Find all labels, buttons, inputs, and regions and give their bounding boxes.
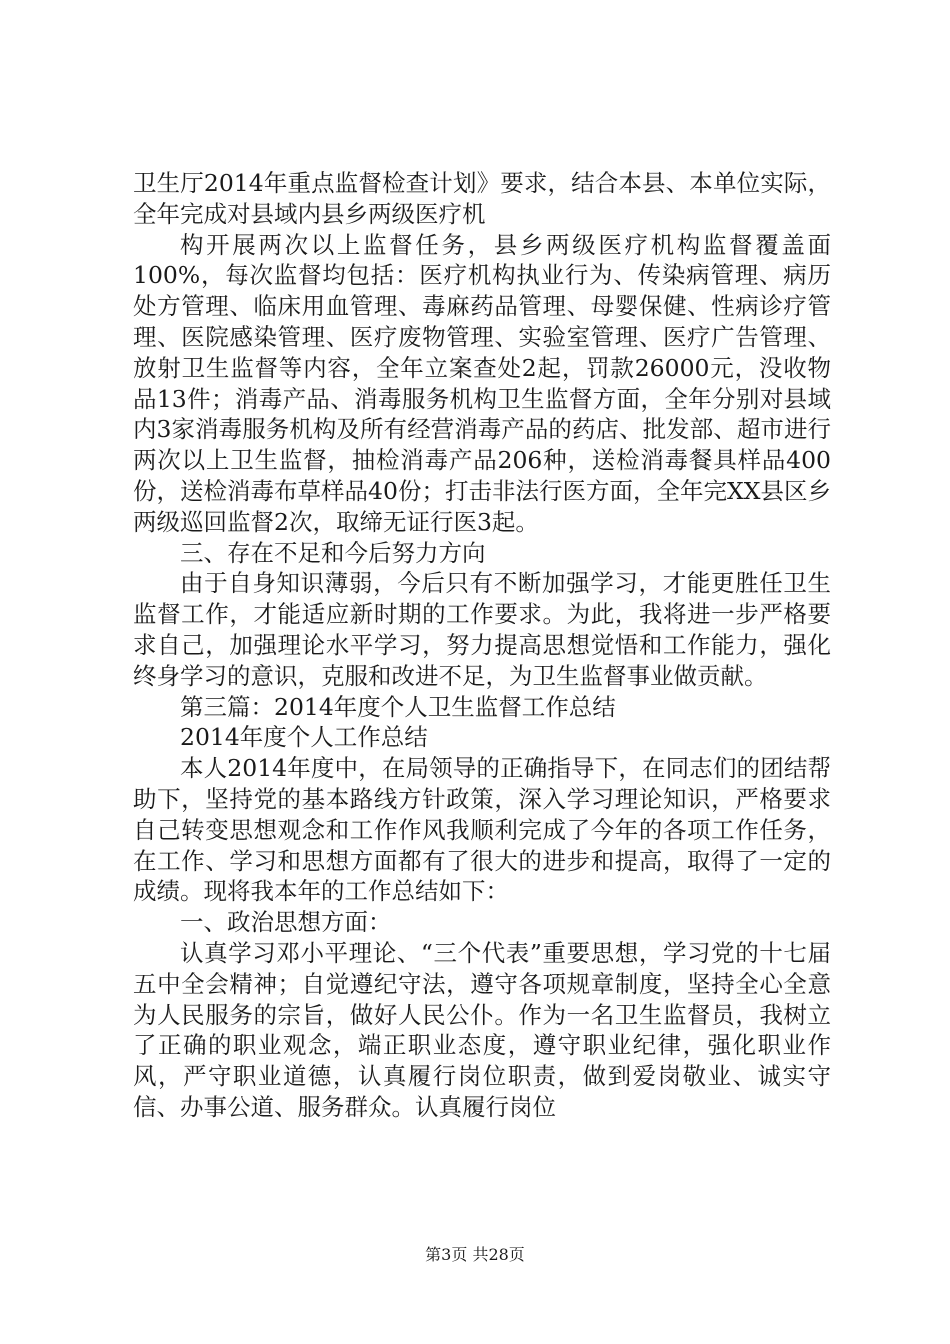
paragraph-political: 认真学习邓小平理论、“三个代表”重要思想，学习党的十七届五中全会精神；自觉遵纪守法，遵守各项规章制度，坚持全心全意为人民服务的宗旨，做好人民公仆。作为一名卫生监督员，我树立了正确的职业观念，端正职业态度，遵守职业纪律，强化职业作风，严守职业道德，认真履行岗位职责，做到爱岗敬业、诚实守信、办事公道、服务群众。认真履行岗位 (133, 938, 831, 1121)
page-number-footer: 第3页 共28页 (425, 1245, 525, 1264)
paragraph-supervision-results: 构开展两次以上监督任务，县乡两级医疗机构监督覆盖面100%，每次监督均包括：医疗机构执业行为、传染病管理、病历处方管理、临床用血管理、毒麻药品管理、母婴保健、性病诊疗管理、医院感染管理、医疗废物管理、实验室管理、医疗广告管理、放射卫生监督等内容，全年立案查处2起，罚款26000元，没收物品13件；消毒产品、消毒服务机构卫生监督方面，全年分别对县域内3家消毒服务机构及所有经营消毒产品的药店、批发部、超市进行两次以上卫生监督，抽检消毒产品206种，送检消毒餐具样品400份，送检消毒布草样品40份；打击非法行医方面，全年完XX县区乡两级巡回监督2次，取缔无证行医3起。 (133, 230, 831, 536)
chapter-heading-third: 第三篇：2014年度个人卫生监督工作总结 (180, 692, 616, 721)
section-heading-political: 一、政治思想方面： (180, 908, 392, 937)
paragraph-introduction: 本人2014年度中，在局领导的正确指导下，在同志们的团结帮助下，坚持党的基本路线方针政策，深入学习理论知识，严格要求自己转变思想观念和工作作风我顺利完成了今年的各项工作任务，在工作、学习和思想方面都有了很大的进步和提高，取得了一定的成绩。现将我本年的工作总结如下： (133, 754, 831, 906)
paragraph-continued-top: 卫生厅2014年重点监督检查计划》要求，结合本县、本单位实际，全年完成对县域内县乡两级医疗机 (133, 169, 831, 228)
section-heading-shortcomings: 三、存在不足和今后努力方向 (180, 538, 486, 567)
document-body (133, 168, 831, 1123)
paragraph-shortcomings: 由于自身知识薄弱，今后只有不断加强学习，才能更胜任卫生监督工作，才能适应新时期的工作要求。为此，我将进一步严格要求自己，加强理论水平学习，努力提高思想觉悟和工作能力，强化终身学习的意识，克服和改进不足，为卫生监督事业做贡献。 (133, 569, 831, 690)
subtitle-annual-summary: 2014年度个人工作总结 (180, 723, 428, 752)
